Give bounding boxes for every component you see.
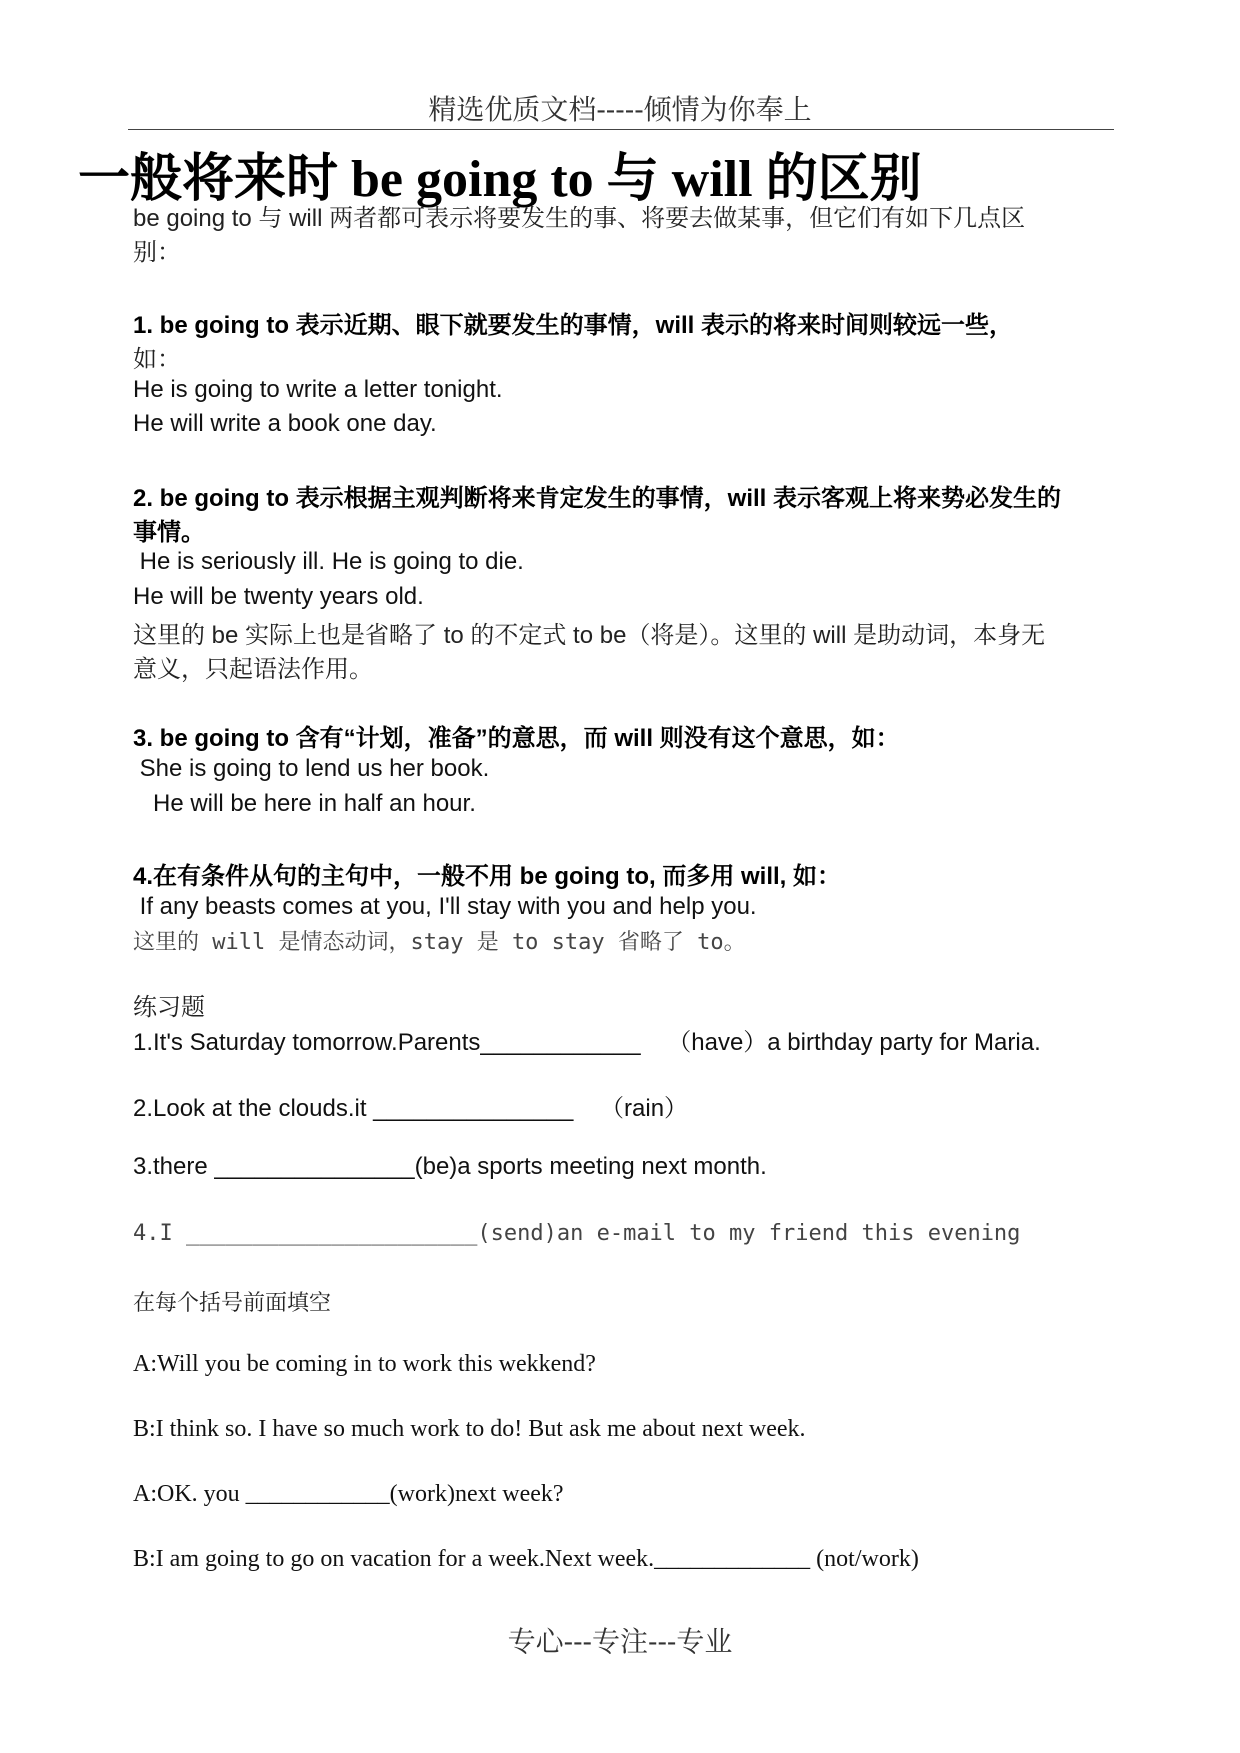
- point-2-example-2: He will be twenty years old.: [133, 583, 424, 610]
- point-4-example: If any beasts comes at you, I'll stay with you and help you.: [133, 893, 757, 920]
- exercises-label: 练习题: [133, 994, 205, 1021]
- point-1-lead: 如：: [133, 346, 181, 373]
- fill-section-label: 在每个括号前面填空: [133, 1290, 332, 1315]
- point-3-heading: 3. be going to 含有“计划，准备”的意思，而 will 则没有这个意思，如：: [133, 725, 900, 752]
- point-2-heading-line-2: 事情。: [133, 519, 205, 546]
- exercise-item-3: 3.there _______________(be)a sports meeting next month.: [133, 1153, 767, 1180]
- point-3-example-2: He will be here in half an hour.: [133, 790, 476, 817]
- document-title: 一般将来时 be going to 与 will 的区别: [78, 151, 922, 208]
- point-1-example-2: He will write a book one day.: [133, 410, 437, 437]
- point-3-example-1: She is going to lend us her book.: [133, 755, 490, 782]
- point-1-heading: 1. be going to 表示近期、眼下就要发生的事情，will 表示的将来时间则较远一些，: [133, 312, 1013, 339]
- dialogue-line-4: B:I am going to go on vacation for a week.Next week._____________ (not/work): [133, 1546, 919, 1572]
- intro-line-1: be going to 与 will 两者都可表示将要发生的事、将要去做某事，但它们有如下几点区: [133, 205, 1026, 232]
- dialogue-line-1: A:Will you be coming in to work this wekkend?: [133, 1351, 596, 1377]
- dialogue-line-3: A:OK. you ____________(work)next week?: [133, 1481, 564, 1507]
- header-divider: [128, 129, 1114, 130]
- point-2-note-line-2: 意义，只起语法作用。: [133, 656, 373, 683]
- point-4-note: 这里的 will 是情态动词，stay 是 to stay 省略了 to。: [133, 930, 746, 955]
- exercise-item-1: 1.It's Saturday tomorrow.Parents____________ （have）a birthday party for Maria.: [133, 1029, 1041, 1056]
- dialogue-line-2: B:I think so. I have so much work to do! But ask me about next week.: [133, 1416, 806, 1442]
- point-4-heading: 4.在有条件从句的主句中，一般不用 be going to, 而多用 will, 如：: [133, 863, 841, 890]
- exercise-item-2: 2.Look at the clouds.it _______________ （rain）: [133, 1095, 689, 1122]
- page-header: 精选优质文档-----倾情为你奉上: [428, 93, 812, 126]
- point-2-example-1: He is seriously ill. He is going to die.: [133, 548, 524, 575]
- intro-line-2: 别：: [133, 239, 181, 266]
- exercise-item-4: 4.I ______________________(send)an e-mail to my friend this evening: [133, 1221, 1021, 1246]
- point-2-note-line-1: 这里的 be 实际上也是省略了 to 的不定式 to be（将是）。这里的 will 是助动词，本身无: [133, 622, 1046, 649]
- point-2-heading-line-1: 2. be going to 表示根据主观判断将来肯定发生的事情，will 表示客观上将来势必发生的: [133, 485, 1061, 512]
- page-footer: 专心---专注---专业: [507, 1625, 733, 1658]
- point-1-example-1: He is going to write a letter tonight.: [133, 376, 503, 403]
